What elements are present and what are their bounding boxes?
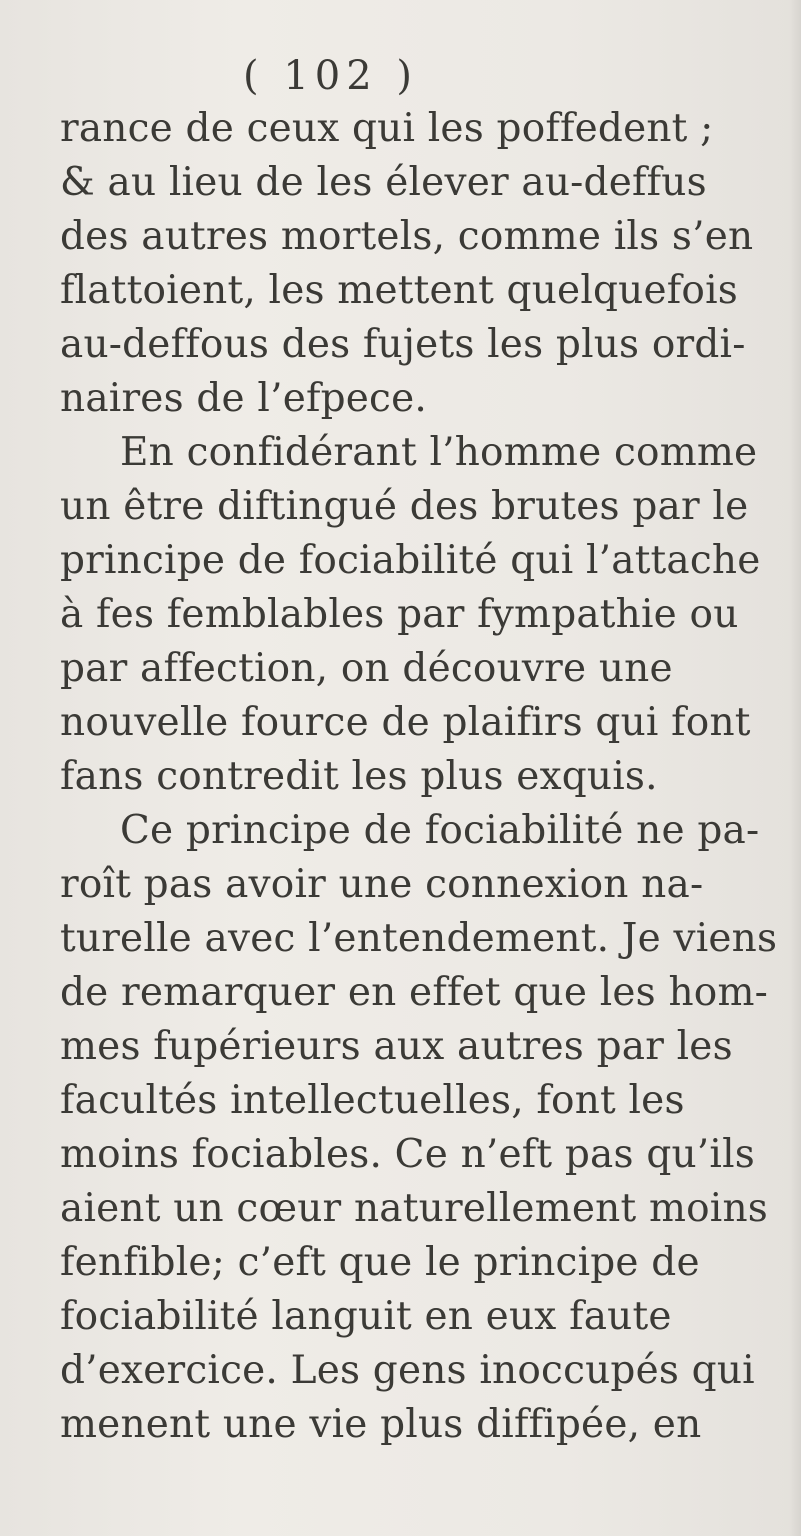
paragraph-start-line: Ce principe de fociabilité ne pa- (120, 808, 760, 853)
text-line: flattoient, les mettent quelquefois (60, 268, 738, 313)
page-edge-shadow (789, 0, 801, 1536)
text-line: au-deffous des fujets les plus ordi- (60, 322, 746, 367)
paragraph-start-line: En confidérant l’homme comme (120, 430, 758, 475)
text-line: un être diftingué des brutes par le (60, 484, 749, 529)
text-line: à fes femblables par fympathie ou (60, 592, 739, 637)
text-line: mes fupérieurs aux autres par les (60, 1024, 733, 1069)
text-line: aient un cœur naturellement moins (60, 1186, 769, 1231)
text-line: moins fociables. Ce n’eft pas qu’ils (60, 1132, 755, 1177)
text-line: fenfible; c’eft que le principe de (60, 1240, 700, 1285)
text-line: fans contredit les plus exquis. (60, 754, 658, 799)
text-line: principe de fociabilité qui l’attache (60, 538, 761, 583)
page-number-header: ( 102 ) (243, 53, 418, 99)
text-line: fociabilité languit en eux faute (60, 1294, 672, 1339)
text-line: & au lieu de les élever au-deffus (60, 160, 707, 205)
text-line: turelle avec l’entendement. Je viens (60, 916, 778, 961)
text-line: facultés intellectuelles, font les (60, 1078, 685, 1123)
text-line: par affection, on découvre une (60, 646, 673, 691)
text-line: naires de l’efpece. (60, 376, 427, 421)
body-text (60, 102, 790, 1452)
text-line: rance de ceux qui les poffedent ; (60, 106, 714, 151)
text-line: menent une vie plus diffipée, en (60, 1402, 702, 1447)
text-line: nouvelle fource de plaifirs qui font (60, 700, 751, 745)
text-line: de remarquer en effet que les hom- (60, 970, 769, 1015)
text-line: d’exercice. Les gens inoccupés qui (60, 1348, 755, 1393)
text-line: des autres mortels, comme ils s’en (60, 214, 754, 259)
text-line: roît pas avoir une connexion na- (60, 862, 704, 907)
